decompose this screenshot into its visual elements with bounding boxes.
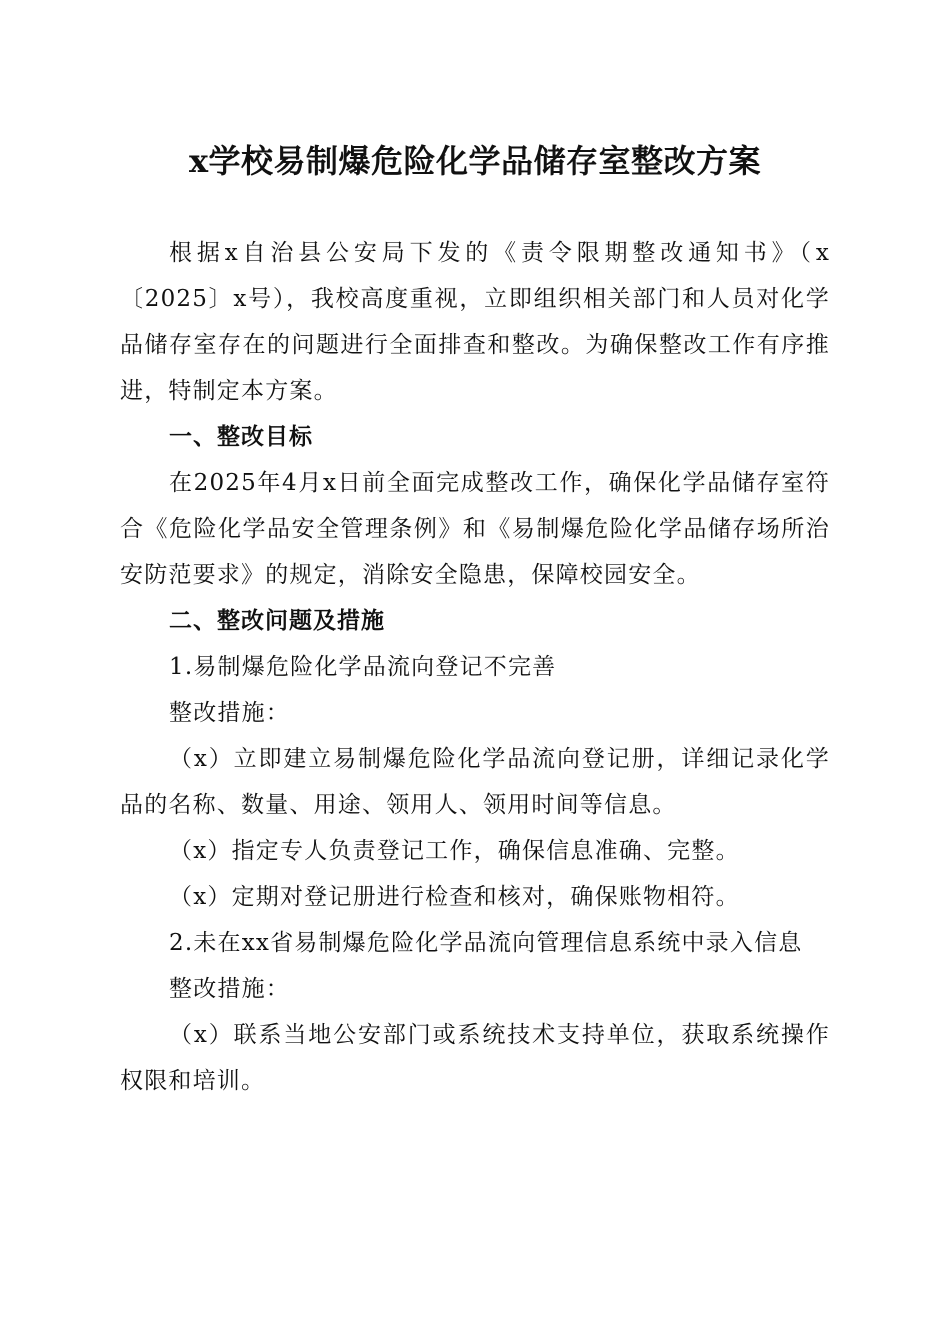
issue-2-measures-label: 整改措施： (169, 976, 290, 1002)
document-title: x学校易制爆危险化学品储存室整改方案 (188, 142, 762, 180)
issue-2-measure: （x）联系当地公安部门或系统技术支持单位，获取系统操作权限和培训。 (120, 1022, 830, 1094)
issue-1-measure: （x）立即建立易制爆危险化学品流向登记册，详细记录化学品的名称、数量、用途、领用人、领用时间等信息。 (120, 746, 830, 818)
issue-1-measures-label: 整改措施： (169, 700, 290, 726)
section-heading-goals: 一、整改目标 (169, 424, 313, 450)
issue-1-measure: （x）指定专人负责登记工作，确保信息准确、完整。 (169, 838, 740, 864)
issue-1-measure: （x）定期对登记册进行检查和核对，确保账物相符。 (169, 884, 740, 910)
goals-paragraph: 在2025年4月x日前全面完成整改工作，确保化学品储存室符合《危险化学品安全管理条例》和《易制爆危险化学品储存场所治安防范要求》的规定，消除安全隐患，保障校园安全。 (120, 470, 830, 588)
section-heading-issues: 二、整改问题及措施 (169, 608, 385, 634)
intro-paragraph: 根据x自治县公安局下发的《责令限期整改通知书》（x〔2025〕x号），我校高度重视，立即组织相关部门和人员对化学品储存室存在的问题进行全面排查和整改。为确保整改工作有序推进，特制定本方案。 (120, 240, 830, 404)
document-body (120, 230, 830, 1104)
issue-2-title: 2.未在xx省易制爆危险化学品流向管理信息系统中录入信息 (169, 930, 803, 956)
issue-1-title: 1.易制爆危险化学品流向登记不完善 (169, 654, 557, 680)
